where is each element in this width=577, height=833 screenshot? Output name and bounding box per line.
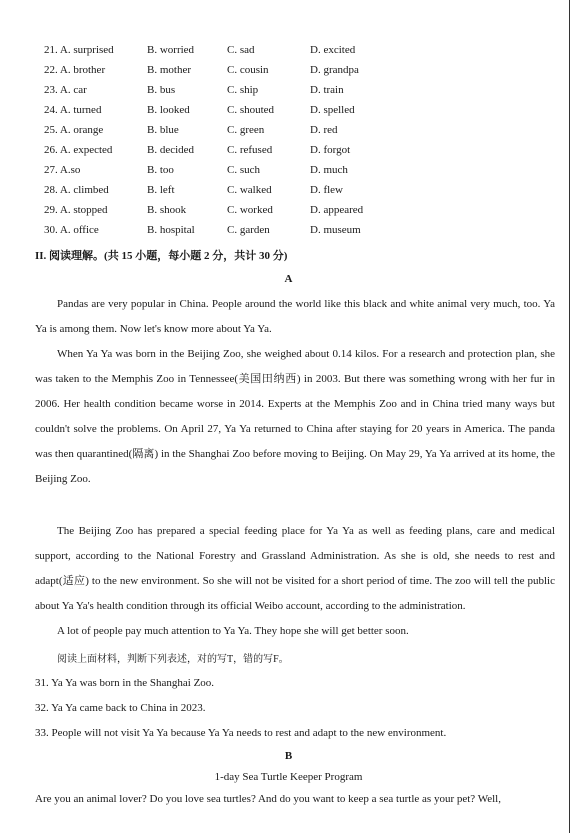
question-33: 33. People will not visit Ya Ya because Ya Ya needs to rest and adapt to the new environment.: [35, 727, 447, 739]
question-32: 32. Ya Ya came back to China in 2023.: [35, 702, 206, 714]
option-c: C. walked: [227, 184, 272, 196]
margin-line: [569, 0, 570, 833]
passage-b-first-line: Are you an animal lover? Do you love sea turtles? And do you want to keep a sea turtle as your pet? Well,: [35, 793, 501, 805]
judge-instruction: 阅读上面材料，判断下列表述，对的写T，错的写F。: [57, 654, 289, 665]
option-a: 24. A. turned: [44, 104, 102, 116]
option-d: D. appeared: [310, 204, 364, 216]
option-d: D. spelled: [310, 104, 355, 116]
option-a: 21. A. surprised: [44, 44, 114, 56]
option-b: B. shook: [147, 204, 187, 216]
option-a: 25. A. orange: [44, 124, 104, 136]
option-b: B. left: [147, 184, 175, 196]
option-a: 26. A. expected: [44, 144, 113, 156]
option-c: C. ship: [227, 84, 259, 96]
option-c: C. worked: [227, 204, 273, 216]
option-b: B. looked: [147, 104, 190, 116]
passage-b-letter: B: [284, 750, 293, 762]
option-c: C. garden: [227, 224, 270, 236]
option-b: B. decided: [147, 144, 195, 156]
option-c: C. shouted: [227, 104, 275, 116]
option-b: B. mother: [147, 64, 191, 76]
passage-a-paragraph-4: A lot of people pay much attention to Ya Ya. They hope she will get better soon.: [57, 625, 409, 637]
option-c: C. sad: [227, 44, 255, 56]
option-b: B. too: [147, 164, 174, 176]
option-a: 27. A.so: [44, 164, 81, 176]
option-b: B. worried: [147, 44, 195, 56]
passage-a-paragraph-2: When Ya Ya was born in the Beijing Zoo, she weighed about 0.14 kilos. For a research and protection plan, she was taken to the Memphis Zoo in Tennessee(美国田纳西) in 2003. But there was something wrong with her fur in 2006. Her health condition became worse in 2014. Experts at the Memphis Zoo and in China tried many ways but couldn't solve the problems. On April 27, Ya Ya returned to China after staying for 20 years in America. The panda was then quarantined(隔离) in the Shanghai Zoo before moving to Beijing. On May 29, Ya Ya arrived at its home, the Beijing Zoo.: [35, 348, 555, 485]
passage-a-paragraph-3: The Beijing Zoo has prepared a special feeding place for Ya Ya as well as feeding plans, care and medical support, according to the National Forestry and Grassland Administration. As she is old, she needs to rest and adapt(适应) to the new environment. So she will not be visited for a short period of time. The zoo will tell the public about Ya Ya's health condition through its official Weibo account, according to the administration.: [35, 525, 555, 612]
option-d: D. red: [310, 124, 338, 136]
passage-a-letter: A: [284, 273, 293, 285]
option-a: 29. A. stopped: [44, 204, 108, 216]
question-31: 31. Ya Ya was born in the Shanghai Zoo.: [35, 677, 215, 689]
option-a: 28. A. climbed: [44, 184, 109, 196]
option-a: 30. A. office: [44, 224, 99, 236]
option-b: B. blue: [147, 124, 179, 136]
option-d: D. flew: [310, 184, 343, 196]
option-d: D. much: [310, 164, 348, 176]
option-d: D. museum: [310, 224, 361, 236]
option-c: C. green: [227, 124, 265, 136]
option-d: D. forgot: [310, 144, 351, 156]
option-a: 22. A. brother: [44, 64, 106, 76]
option-b: B. hospital: [147, 224, 195, 236]
passage-b-title: 1-day Sea Turtle Keeper Program: [214, 771, 363, 783]
option-b: B. bus: [147, 84, 176, 96]
option-c: C. refused: [227, 144, 273, 156]
option-d: D. grandpa: [310, 64, 359, 76]
section-title: II. 阅读理解。(共 15 小题，每小题 2 分，共计 30 分): [35, 250, 288, 262]
option-d: D. excited: [310, 44, 356, 56]
option-c: C. cousin: [227, 64, 269, 76]
option-a: 23. A. car: [44, 84, 87, 96]
option-c: C. such: [227, 164, 260, 176]
option-d: D. train: [310, 84, 344, 96]
passage-a-paragraph-1: Pandas are very popular in China. People around the world like this black and white animal very much, too. Ya Ya is among them. Now let's know more about Ya Ya.: [35, 298, 555, 335]
